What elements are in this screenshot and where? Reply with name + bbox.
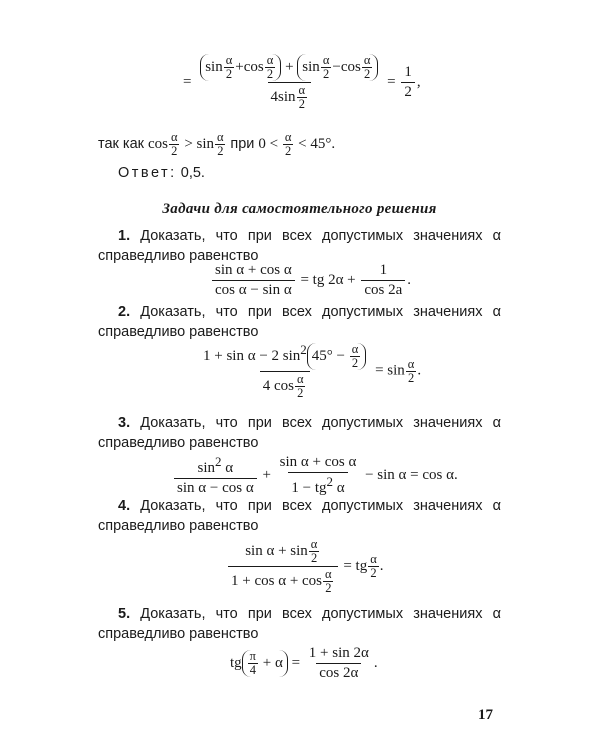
problem-5-formula: tg $\frac{\pi}{4}$ + α = $\frac{1 + \sin 2\alpha}{\cos 2\alpha}$ . — [230, 645, 378, 681]
result-fraction: $\frac{1}{2}$ — [401, 64, 415, 101]
problem-4-text: 4. Доказать, что при всех допустимых значениях α справедливо равенство — [98, 498, 501, 534]
continuation-formula: = sin $\frac{\alpha}{2}$ +cos $\frac{\alpha}{2}$ + sin $\frac{\alpha}{2}$ −cos $\frac{\alpha}{2}$ 4sin $\frac{\alpha}{2}$ = $\frac{1}{2}$ , — [183, 53, 421, 111]
problem-5-text: 5. Доказать, что при всех допустимых значениях α справедливо равенство — [98, 606, 501, 642]
page-number: 17 — [478, 707, 493, 723]
answer-label: Ответ: — [118, 165, 177, 181]
problem-2-formula: 1 + sin α − 2 $\sin^2 45^\circ$ − $\frac{\alpha}{2}$ 4 cos $\frac{\alpha}{2}$ = sin $\frac{\alpha}{2}$ . — [203, 342, 422, 401]
paren-group-1: sin $\frac{\alpha}{2}$ +cos $\frac{\alpha}{2}$ — [200, 54, 281, 81]
main-fraction: sin $\frac{\alpha}{2}$ +cos $\frac{\alpha}{2}$ + sin $\frac{\alpha}{2}$ −cos $\frac{\alpha}{2}$ 4sin $\frac{\alpha}{2}$ — [197, 54, 381, 111]
problem-1-formula: $\frac{\text{sin α + cos α}}{\text{cos α − sin α}}$ = tg 2α + $\frac{1}{\cos 2a}$ . — [210, 262, 411, 299]
problem-2-text: 2. Доказать, что при всех допустимых значениях α справедливо равенство — [98, 304, 501, 340]
section-title: Задачи для самостоятельного решения — [162, 201, 437, 217]
problem-4-formula: sin α + sin $\frac{\alpha}{2}$ 1 + cos α + cos $\frac{\alpha}{2}$ = tg $\frac{\alpha}{2}$ . — [226, 538, 384, 595]
problem-1-text: 1. Доказать, что при всех допустимых значениях α справедливо равенство — [98, 228, 501, 264]
answer-line — [118, 165, 205, 181]
answer-value: 0,5. — [180, 165, 205, 181]
eq-prefix: = — [183, 73, 192, 90]
paren-group-2: sin $\frac{\alpha}{2}$ −cos $\frac{\alpha}{2}$ — [297, 54, 378, 81]
problem-3-formula: $\frac{\sin^2 \alpha}{\text{sin α − cos α}}$ + $\frac{\text{sin α + cos α}}{1 - tg^2 \alpha}$ − sin α = cos α. — [172, 454, 458, 497]
problem-3-text: 3. Доказать, что при всех допустимых значениях α справедливо равенство — [98, 415, 501, 451]
since-clause: так как cos $\frac{\alpha}{2}$ > sin $\frac{\alpha}{2}$ при 0 < $\frac{\alpha}{2}$ < 45°. — [98, 130, 336, 158]
